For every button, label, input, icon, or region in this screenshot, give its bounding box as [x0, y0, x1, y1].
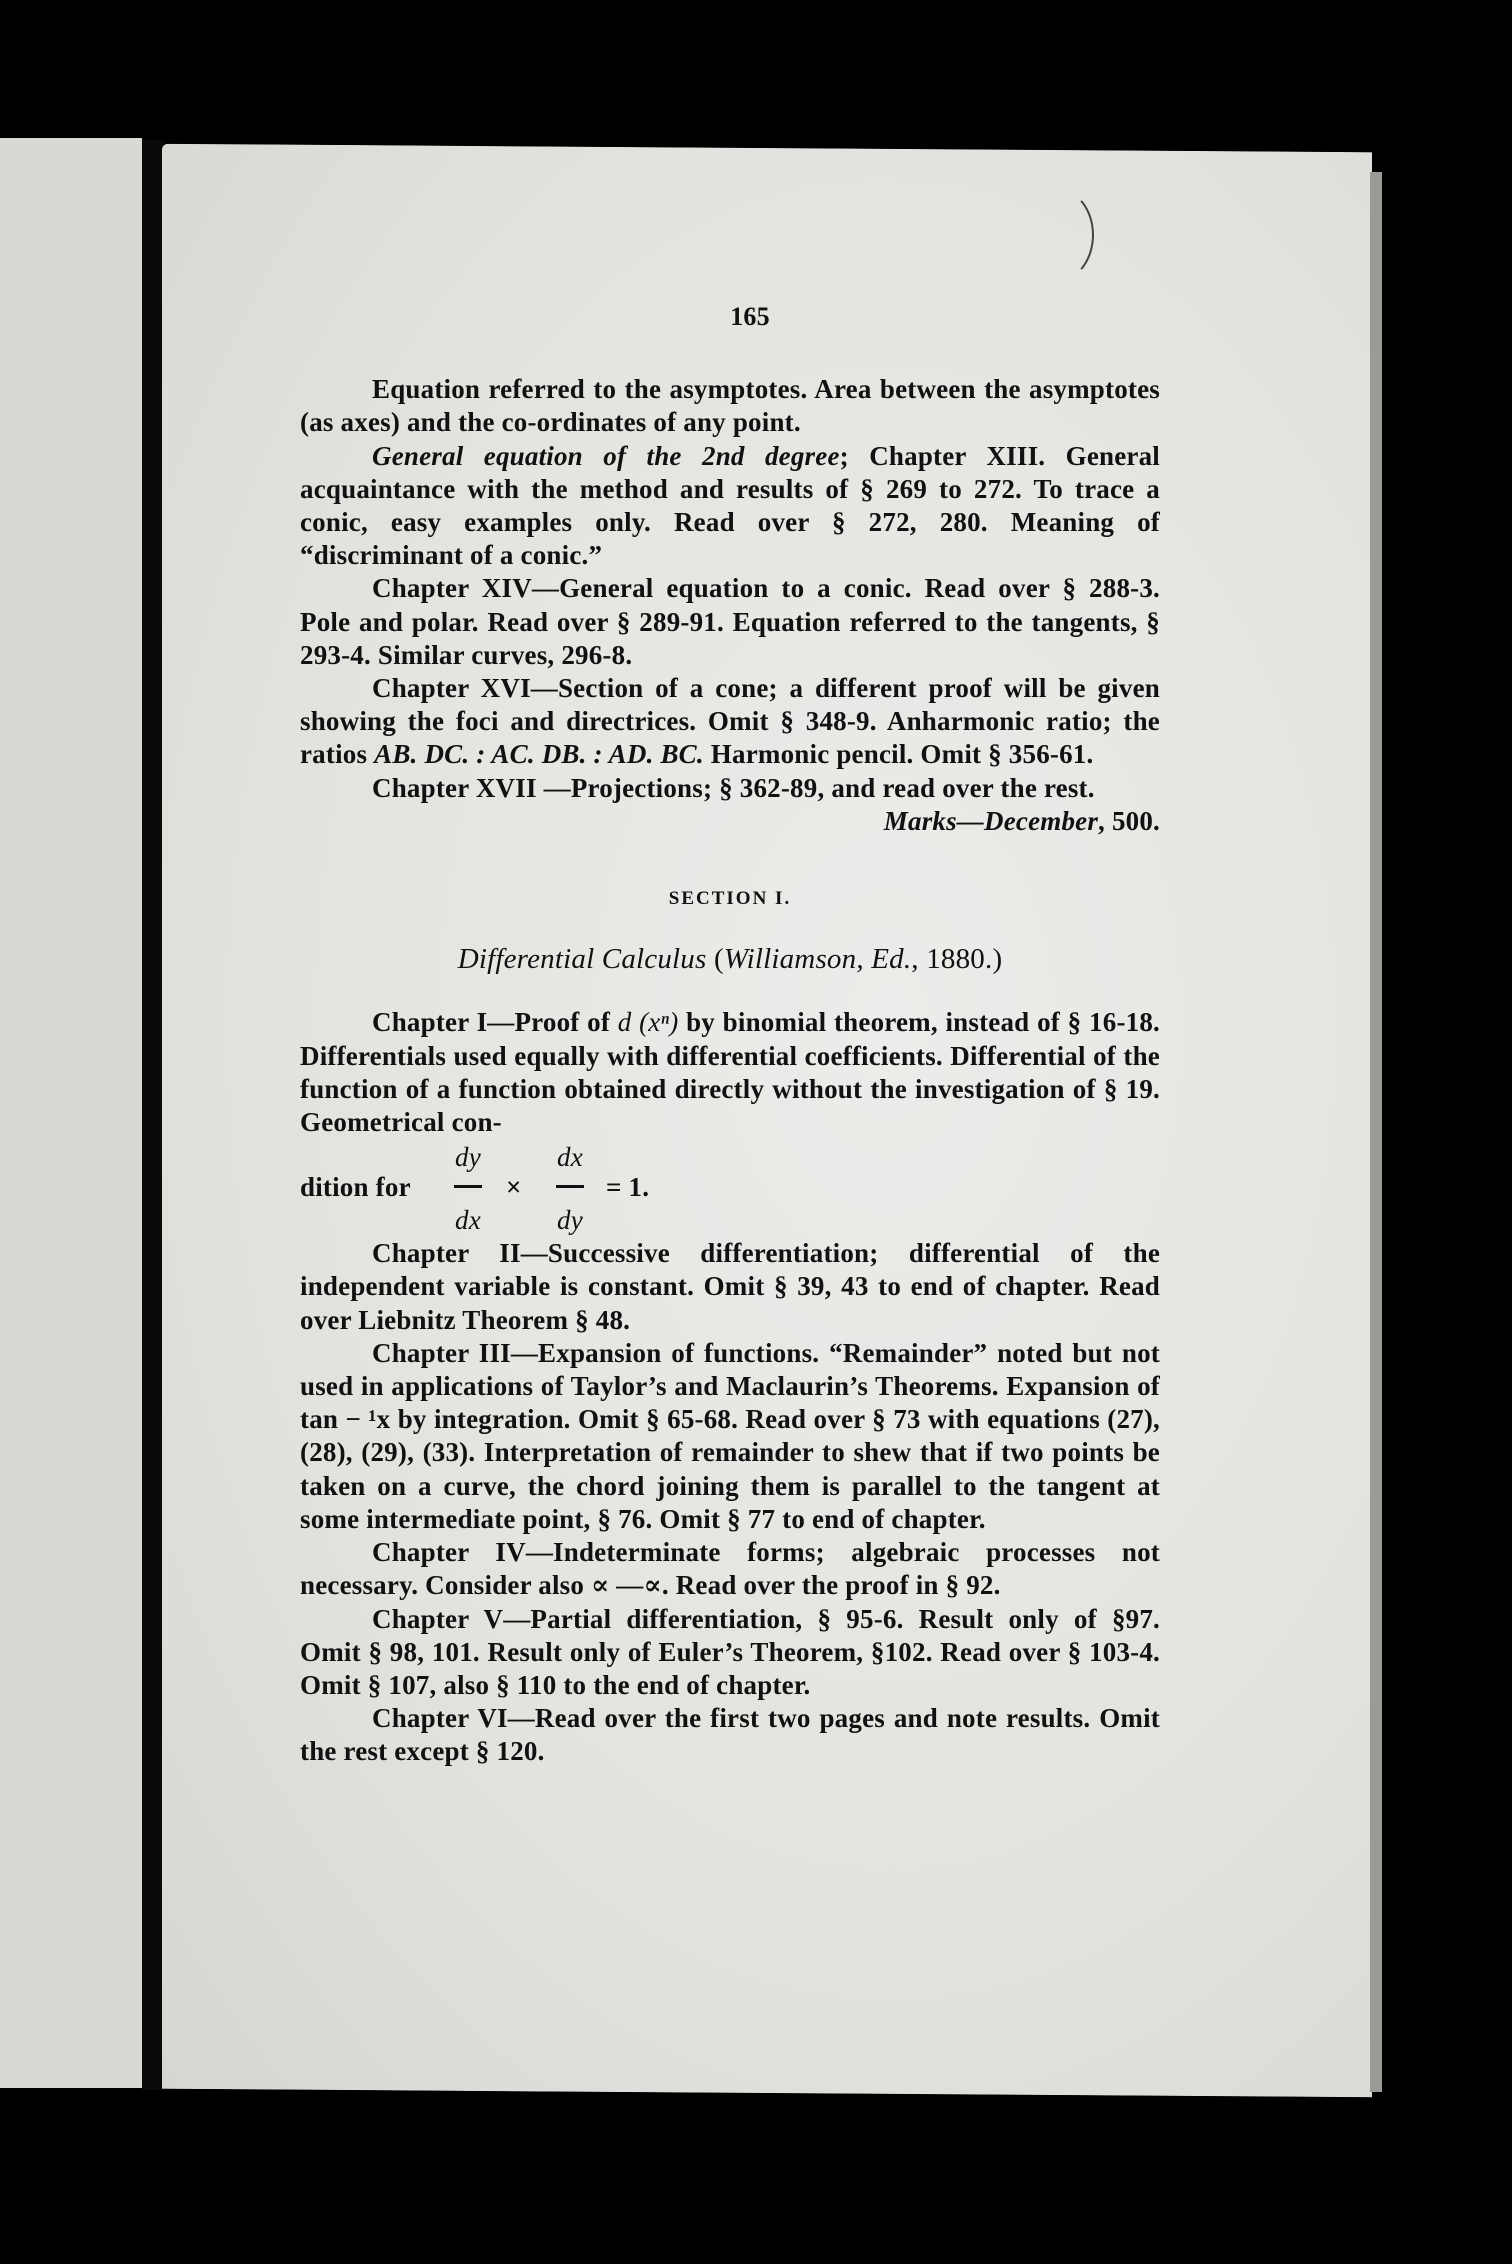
paragraph-chapter-v: Chapter V—Partial differentiation, § 95-6. Result only of §97. Omit § 98, 101. Result only of Euler’s Theorem, §102. Read over § 103-4. Omit § 107, also § 110 to the end of chapter. — [300, 1603, 1160, 1700]
paragraph-chapter-iii: Chapter III—Expansion of functions. “Remainder” noted but not used in applications of Taylor’s and Maclaurin’s Theorems. Expansion of tan − ¹x by integration. Omit § 65-68. Read over § 73 with equations (27), (28), (29), (33). Interpretation of remainder to shew that if two points be taken on a curve, the chord joining them is parallel to the tangent at some intermediate point, § 76. Omit § 77 to end of chapter. — [300, 1337, 1160, 1534]
math-expression: d (xⁿ) — [617, 1007, 679, 1038]
paragraph-chapter-ii: Chapter II—Successive differentiation; differential of the independent variable is constant. Omit § 39, 43 to end of chapter. Read over Liebnitz Theorem § 48. — [300, 1238, 1160, 1335]
paragraph-chapter-iv: Chapter IV—Indeterminate forms; algebraic processes not necessary. Consider also ∝ —∝. Read over the proof in § 92. — [300, 1537, 1160, 1601]
times-sign: × — [506, 1172, 522, 1203]
formula-dy-dx — [300, 1141, 1160, 1237]
section-heading: SECTION I. — [668, 888, 792, 910]
paragraph-chapter-xvii: Chapter XVII —Projections; § 362-89, and read over the rest. — [372, 772, 1095, 803]
page-content — [300, 300, 1160, 1769]
page-stack-edge — [1370, 172, 1382, 2092]
fraction-dx-over-dy: dx dy — [557, 1142, 583, 1236]
formula-lead: dition for — [300, 1172, 411, 1203]
paragraph-chapter-i: Chapter I—Proof of d (xⁿ) by binomial theorem, instead of § 16-18. Differentials used equally with differential coefficients. Differential of the function of a function obtained directly without the investigation of § 19. Geometrical con- — [300, 1007, 1160, 1138]
pencil-mark — [1020, 188, 1094, 282]
section-subtitle: Differential Calculus (Williamson, Ed., 1880.) — [457, 943, 1003, 976]
paragraph-chapter-xvi: Chapter XVI—Section of a cone; a different proof will be given showing the foci and directrices. Omit § 348-9. Anharmonic ratio; the ratios AB. DC. : AC. DB. : AD. BC. Harmonic pencil. Omit § 356-61. — [300, 673, 1160, 770]
marks-signature: Marks—December, 500. — [883, 805, 1160, 836]
equals-one: = 1. — [606, 1172, 650, 1203]
page-number: 165 — [730, 302, 770, 331]
paragraph-asymptotes: Equation referred to the asymptotes. Area between the asymptotes (as axes) and the co-ordinates of any point. — [300, 374, 1160, 438]
paragraph-chapter-vi: Chapter VI—Read over the first two pages and note results. Omit the rest except § 120. — [300, 1703, 1160, 1767]
fraction-bar — [454, 1185, 482, 1188]
paragraph-general-equation: General equation of the 2nd degree; Chapter XIII. General acquaintance with the method and results of § 269 to 272. To trace a conic, easy examples only. Read over § 272, 280. Meaning of “discriminant of a conic.” — [300, 440, 1160, 571]
fraction-bar — [556, 1185, 584, 1188]
paragraph-chapter-xiv: Chapter XIV—General equation to a conic. Read over § 288-3. Pole and polar. Read over § 289-91. Equation referred to the tangents, § 293-4. Similar curves, 296-8. — [300, 573, 1160, 670]
fraction-dy-over-dx: dy dx — [455, 1142, 481, 1236]
italic-heading: General equation of the 2nd degree — [372, 440, 840, 471]
book-gutter — [142, 140, 164, 2090]
italic-ratios: AB. DC. : AC. DB. : AD. BC. — [374, 739, 704, 770]
facing-page-edge — [0, 138, 142, 2088]
